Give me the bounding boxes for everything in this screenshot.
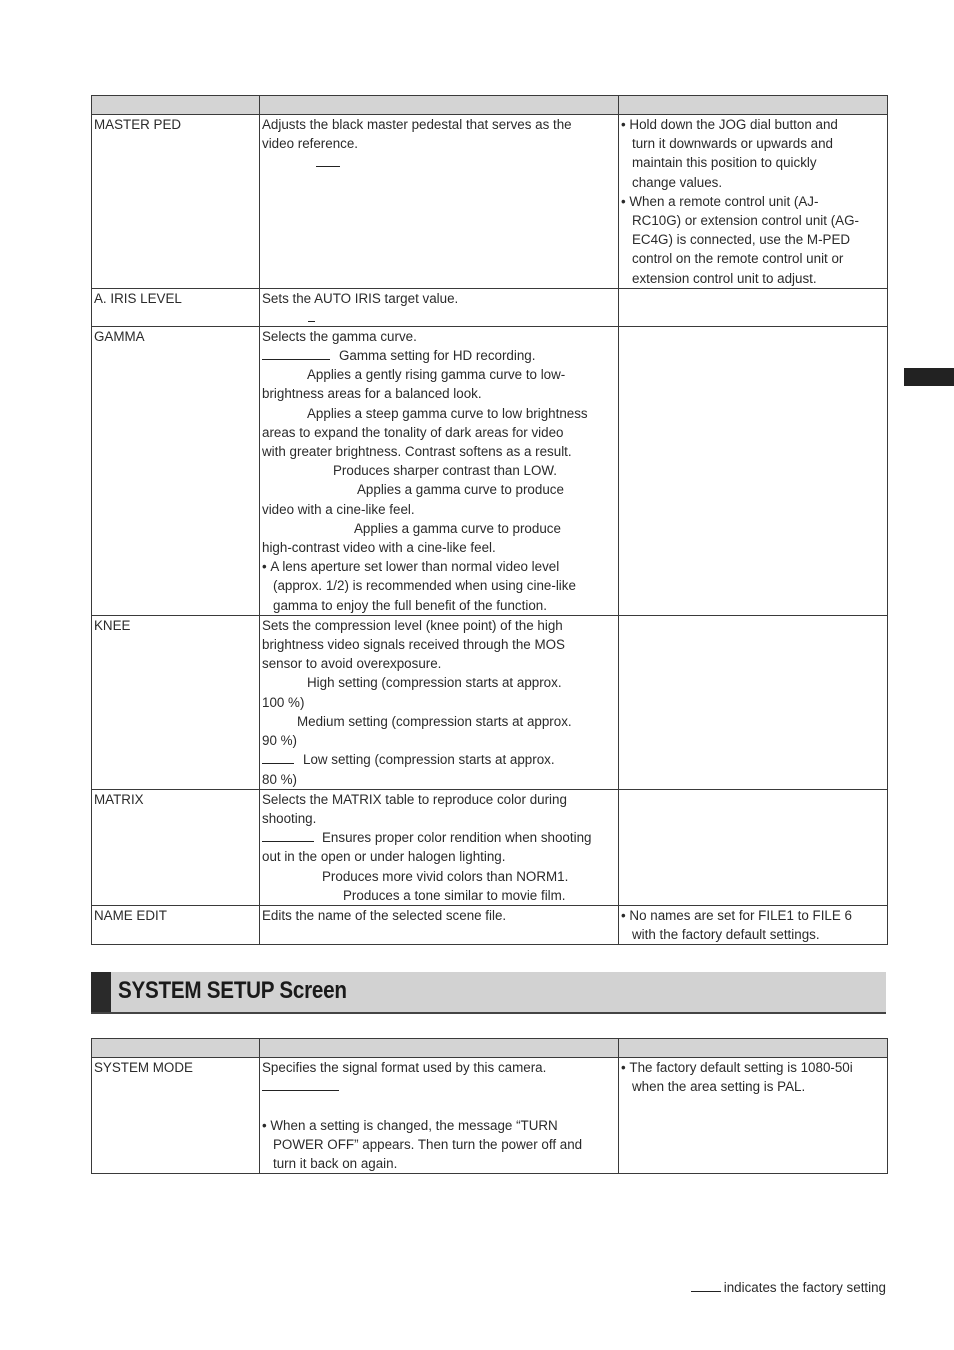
item-description: Sets the compression level (knee point) of the high brightness video signals received through the MOS sensor to avoid overexposure. High setting (compression starts at approx. 100 %) Medium setting (compression starts at approx. 90 %) Low setting (compression starts at approx. 80 %) — [260, 615, 619, 789]
table-row-knee — [92, 615, 888, 789]
chapter-tab-marker — [904, 368, 954, 386]
table-row-name-edit — [92, 905, 888, 944]
item-remarks — [619, 115, 888, 289]
section-title: SYSTEM SETUP Screen — [118, 977, 347, 1004]
item-name: MASTER PED — [92, 115, 260, 289]
item-description: Specifies the signal format used by this camera. • When a setting is changed, the message “TURN POWER OFF” appears. Then turn the power off and turn it back on again. — [260, 1058, 619, 1174]
note-bullet: • A lens aperture set lower than normal video level (approx. 1/2) is recommended when using cine-like gamma to enjoy the full benefit of the function. — [262, 559, 576, 613]
factory-setting-footnote — [691, 1279, 886, 1295]
factory-setting-underline — [262, 1078, 339, 1091]
table-row-master-ped — [92, 115, 888, 289]
remark-bullet: • When a remote control unit (AJ- RC10G) or extension control unit (AG- EC4G) is connected, use the M-PED control on the remote control unit or extension control unit to adjust. — [621, 193, 859, 286]
header-cell-remarks — [619, 1039, 888, 1058]
item-name: MATRIX — [92, 789, 260, 905]
table-row-matrix — [92, 789, 888, 905]
remark-bullet: • The factory default setting is 1080-50i when the area setting is PAL. — [621, 1060, 853, 1095]
factory-setting-underline — [691, 1279, 721, 1292]
item-name: GAMMA — [92, 326, 260, 615]
item-description: Sets the AUTO IRIS target value. — [260, 288, 619, 326]
item-description: Selects the gamma curve. Gamma setting for HD recording. Applies a gently rising gamma curve to low- brightness areas for a balanced look. Applies a steep gamma curve to low brightness areas to expand the tonality of dark areas for video with greater brightness. Contrast softens as a result. Produces sharper contrast than LOW. Applies a gamma curve to produce video with a cine-like feel. Applies a gamma curve to produce high-contrast video with a cine-like feel. • A lens aperture set lower than normal video level (approx. 1/2) is recommended when using cine-like gamma to enjoy the full benefit of the function. — [260, 326, 619, 615]
item-name: KNEE — [92, 615, 260, 789]
item-remarks — [619, 615, 888, 789]
item-remarks — [619, 789, 888, 905]
item-description: Edits the name of the selected scene file. — [260, 905, 619, 944]
header-cell-description — [260, 96, 619, 115]
footnote-text: indicates the factory setting — [723, 1280, 886, 1295]
item-remarks — [619, 288, 888, 326]
remark-bullet: • Hold down the JOG dial button and turn it downwards or upwards and maintain this position to quickly change values. — [621, 117, 838, 190]
header-cell-description — [260, 1039, 619, 1058]
factory-setting-underline — [316, 154, 340, 167]
note-bullet: • When a setting is changed, the message “TURN POWER OFF” appears. Then turn the power off and turn it back on again. — [262, 1117, 583, 1172]
item-remarks — [619, 1058, 888, 1174]
header-cell-item — [92, 1039, 260, 1058]
item-description: Adjusts the black master pedestal that serves as the video reference. — [260, 115, 619, 289]
section-heading-bar — [91, 972, 886, 1014]
item-name: A. IRIS LEVEL — [92, 288, 260, 326]
system-setup-table — [91, 1038, 888, 1174]
item-name: SYSTEM MODE — [92, 1058, 260, 1174]
factory-setting-underline — [262, 829, 314, 842]
factory-setting-underline — [262, 751, 294, 764]
table-row-system-mode — [92, 1058, 888, 1174]
factory-setting-underline — [262, 347, 330, 360]
table-header-row — [92, 96, 888, 115]
header-cell-item — [92, 96, 260, 115]
table-header-row — [92, 1039, 888, 1058]
factory-setting-underline — [308, 315, 315, 322]
item-name: NAME EDIT — [92, 905, 260, 944]
section-accent-block — [91, 972, 111, 1012]
header-cell-remarks — [619, 96, 888, 115]
item-description: Selects the MATRIX table to reproduce color during shooting. Ensures proper color rendition when shooting out in the open or under halogen lighting. Produces more vivid colors than NORM1. Produces a tone similar to movie film. — [260, 789, 619, 905]
remark-bullet: • No names are set for FILE1 to FILE 6 with the factory default settings. — [621, 907, 852, 943]
table-row-iris-level — [92, 288, 888, 326]
item-remarks — [619, 905, 888, 944]
table-row-gamma — [92, 326, 888, 615]
scene-file-settings-table — [91, 95, 888, 945]
item-remarks — [619, 326, 888, 615]
